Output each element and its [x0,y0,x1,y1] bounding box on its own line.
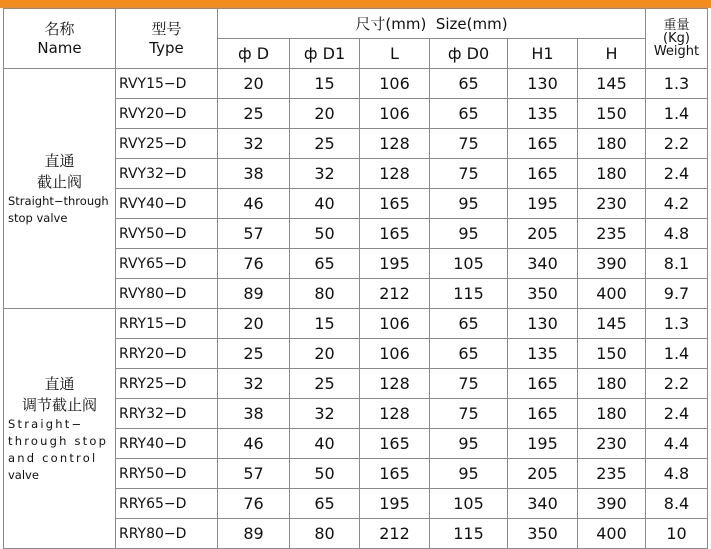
dim-h-cell: 145 [578,69,646,99]
model-cell: RVY25−D [116,129,218,159]
dim-d-cell: 76 [218,249,290,279]
dim-d-cell: 32 [218,129,290,159]
dim-l-cell: 128 [360,159,430,189]
header-type [116,9,218,69]
category-name-en: stop valve [8,210,68,225]
weight-cell: 4.2 [646,189,708,219]
model-cell: RVY80−D [116,279,218,309]
dim-h1-cell: 130 [508,309,578,339]
dim-h1-cell: 195 [508,429,578,459]
model-cell: RRY65−D [116,489,218,519]
dim-h-cell: 180 [578,399,646,429]
header-dim-d: ф D [218,39,290,69]
weight-cell: 8.1 [646,249,708,279]
dim-d1-cell: 15 [290,69,360,99]
weight-cell: 1.3 [646,309,708,339]
dim-d0-cell: 95 [430,459,508,489]
dim-d1-cell: 32 [290,399,360,429]
category-name-en: through stop [8,433,109,448]
category-name-cn: 截止阀 [36,172,82,191]
dim-l-cell: 165 [360,189,430,219]
dim-h-cell: 235 [578,219,646,249]
dim-h-cell: 145 [578,309,646,339]
dim-d0-cell: 75 [430,399,508,429]
dim-d1-cell: 25 [290,129,360,159]
dim-d-cell: 46 [218,189,290,219]
dim-d0-cell: 105 [430,489,508,519]
dim-l-cell: 165 [360,459,430,489]
dim-d1-cell: 50 [290,459,360,489]
dim-d-cell: 25 [218,339,290,369]
dim-h1-cell: 130 [508,69,578,99]
dim-l-cell: 128 [360,399,430,429]
dim-h1-cell: 205 [508,459,578,489]
dim-h-cell: 235 [578,459,646,489]
table-row [4,309,708,339]
dim-d-cell: 46 [218,429,290,459]
model-cell: RVY15−D [116,69,218,99]
header-type-cn: 型号 [151,19,182,38]
dim-d-cell: 32 [218,369,290,399]
dim-h-cell: 150 [578,339,646,369]
dim-d0-cell: 75 [430,159,508,189]
dim-d1-cell: 65 [290,249,360,279]
dim-d-cell: 20 [218,309,290,339]
dim-h-cell: 400 [578,519,646,549]
dim-l-cell: 195 [360,489,430,519]
model-cell: RRY25−D [116,369,218,399]
dim-h1-cell: 350 [508,519,578,549]
weight-cell: 4.8 [646,219,708,249]
weight-cell: 1.4 [646,99,708,129]
header-size: 尺寸(mm) Size(mm) [218,9,646,39]
header-type-en: Type [149,38,184,57]
weight-cell: 1.3 [646,69,708,99]
category-name-en: valve [8,467,39,482]
header-name-cn: 名称 [44,19,75,38]
dim-d1-cell: 20 [290,99,360,129]
dim-d1-cell: 40 [290,189,360,219]
header-dim-d1: ф D1 [290,39,360,69]
category-name-cn: 直通 [44,374,75,393]
header-weight-unit: (Kg) [663,31,690,46]
dim-l-cell: 106 [360,339,430,369]
dim-l-cell: 106 [360,309,430,339]
dim-d0-cell: 115 [430,519,508,549]
dim-h1-cell: 135 [508,99,578,129]
dim-l-cell: 106 [360,69,430,99]
dim-d0-cell: 65 [430,309,508,339]
dim-h1-cell: 165 [508,159,578,189]
model-cell: RRY50−D [116,459,218,489]
weight-cell: 2.2 [646,129,708,159]
header-weight-en: Weight [653,44,700,59]
dim-l-cell: 106 [360,99,430,129]
dim-h-cell: 390 [578,489,646,519]
dim-h-cell: 180 [578,369,646,399]
category-name-en: and control [8,450,98,465]
dim-d1-cell: 15 [290,309,360,339]
header-name-en: Name [37,38,82,57]
model-cell: RRY15−D [116,309,218,339]
valve-spec-table [3,8,708,549]
header-weight [646,9,708,69]
dim-l-cell: 165 [360,429,430,459]
dim-d0-cell: 95 [430,189,508,219]
dim-h-cell: 400 [578,279,646,309]
dim-d-cell: 57 [218,459,290,489]
dim-d-cell: 38 [218,159,290,189]
dim-h1-cell: 340 [508,249,578,279]
dim-h-cell: 230 [578,189,646,219]
dim-h1-cell: 195 [508,189,578,219]
dim-d-cell: 89 [218,519,290,549]
model-cell: RVY65−D [116,249,218,279]
dim-d1-cell: 40 [290,429,360,459]
model-cell: RVY50−D [116,219,218,249]
header-name [4,9,116,69]
dim-d0-cell: 65 [430,69,508,99]
header-dim-d0: ф D0 [430,39,508,69]
dim-l-cell: 128 [360,129,430,159]
header-dim-h: H [578,39,646,69]
dim-h1-cell: 350 [508,279,578,309]
dim-d1-cell: 80 [290,279,360,309]
model-cell: RVY40−D [116,189,218,219]
dim-l-cell: 165 [360,219,430,249]
dim-d-cell: 89 [218,279,290,309]
header-weight-cn: 重量 [663,18,690,33]
model-cell: RVY20−D [116,99,218,129]
model-cell: RRY32−D [116,399,218,429]
dim-d0-cell: 75 [430,369,508,399]
dim-d0-cell: 95 [430,429,508,459]
weight-cell: 2.4 [646,399,708,429]
dim-d1-cell: 32 [290,159,360,189]
dim-l-cell: 195 [360,249,430,279]
dim-d1-cell: 25 [290,369,360,399]
category-name-en: Straight−through [8,193,109,208]
dim-d-cell: 20 [218,69,290,99]
dim-h-cell: 230 [578,429,646,459]
weight-cell: 9.7 [646,279,708,309]
weight-cell: 4.8 [646,459,708,489]
dim-h1-cell: 135 [508,339,578,369]
header-row-1 [4,9,708,39]
dim-d0-cell: 95 [430,219,508,249]
model-cell: RRY40−D [116,429,218,459]
dim-d0-cell: 105 [430,249,508,279]
model-cell: RRY20−D [116,339,218,369]
table-row [4,69,708,99]
dim-h-cell: 150 [578,99,646,129]
dim-l-cell: 128 [360,369,430,399]
header-dim-h1: H1 [508,39,578,69]
weight-cell: 1.4 [646,339,708,369]
dim-d1-cell: 20 [290,339,360,369]
category-cell [4,69,116,309]
category-name-cn: 调节截止阀 [21,395,97,414]
category-name-en: Straight− [8,416,84,431]
weight-cell: 2.2 [646,369,708,399]
weight-cell: 4.4 [646,429,708,459]
dim-d0-cell: 75 [430,129,508,159]
dim-d-cell: 57 [218,219,290,249]
dim-d-cell: 76 [218,489,290,519]
category-cell [4,309,116,549]
dim-h1-cell: 165 [508,369,578,399]
model-cell: RRY80−D [116,519,218,549]
dim-h1-cell: 165 [508,129,578,159]
dim-d0-cell: 115 [430,279,508,309]
header-dim-l: L [360,39,430,69]
dim-h1-cell: 340 [508,489,578,519]
dim-h-cell: 390 [578,249,646,279]
dim-d1-cell: 65 [290,489,360,519]
dim-l-cell: 212 [360,519,430,549]
dim-l-cell: 212 [360,279,430,309]
top-accent-bar [0,0,711,8]
dim-d1-cell: 50 [290,219,360,249]
model-cell: RVY32−D [116,159,218,189]
category-name-cn: 直通 [44,151,75,170]
dim-h-cell: 180 [578,159,646,189]
weight-cell: 2.4 [646,159,708,189]
dim-d-cell: 38 [218,399,290,429]
dim-d-cell: 25 [218,99,290,129]
dim-h1-cell: 205 [508,219,578,249]
dim-h1-cell: 165 [508,399,578,429]
dim-d0-cell: 65 [430,339,508,369]
weight-cell: 8.4 [646,489,708,519]
weight-cell: 10 [646,519,708,549]
dim-d1-cell: 80 [290,519,360,549]
dim-d0-cell: 65 [430,99,508,129]
dim-h-cell: 180 [578,129,646,159]
